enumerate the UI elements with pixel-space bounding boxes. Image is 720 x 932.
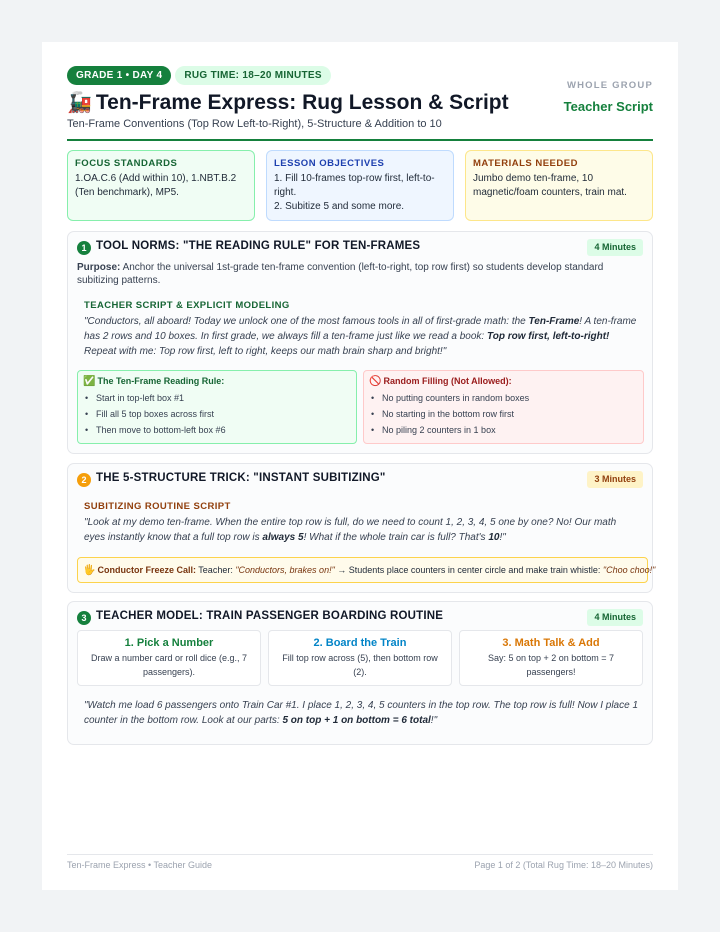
list-item: • Fill all 5 top boxes across first bbox=[96, 409, 214, 419]
hand-icon: 🖐 bbox=[83, 565, 96, 576]
list-item: • Start in top-left box #1 bbox=[96, 393, 184, 403]
train-icon: 🚂 bbox=[67, 92, 92, 114]
step-card bbox=[268, 630, 452, 686]
step-desc: Say: 5 on top + 2 on bottom = 7 passengers! bbox=[487, 653, 615, 677]
routine-steps bbox=[77, 630, 643, 686]
page bbox=[42, 42, 678, 890]
list-item: • No starting in the bottom row first bbox=[382, 409, 514, 419]
overview-boxes bbox=[67, 150, 653, 221]
purpose-text: Purpose: Anchor the universal 1st-grade ten-frame convention (left-to-right, top row first) so students develop standard subitizing patterns. bbox=[77, 262, 604, 286]
section-five-structure bbox=[67, 463, 656, 593]
list-item: • No piling 2 counters in 1 box bbox=[382, 425, 496, 435]
grade-day-badge: GRADE 1 • DAY 4 bbox=[67, 66, 171, 85]
header bbox=[67, 66, 653, 221]
standards-text: 1.OA.C.6 (Add within 10), 1.NBT.B.2 (Ten benchmark), MP5. bbox=[75, 173, 237, 198]
script-heading: SUBITIZING ROUTINE SCRIPT bbox=[84, 501, 231, 512]
step-card bbox=[77, 630, 261, 686]
section-number: 3 bbox=[77, 611, 91, 625]
step-card bbox=[459, 630, 643, 686]
section-title: TEACHER MODEL: TRAIN PASSENGER BOARDING ROUTINE bbox=[96, 610, 444, 622]
footer-page-info: Page 1 of 2 (Total Rug Time: 18–20 Minutes) bbox=[474, 860, 653, 870]
objective-1: 1. Fill 10-frames top-row first, left-to-right. bbox=[274, 173, 435, 198]
random-filling-heading: 🚫 Random Filling (Not Allowed): bbox=[369, 376, 512, 387]
footer-left: Ten-Frame Express • Teacher Guide bbox=[67, 860, 213, 870]
footer bbox=[67, 854, 653, 870]
prohibited-icon: 🚫 bbox=[369, 376, 382, 387]
objective-2: 2. Subitize 5 and some more. bbox=[274, 201, 405, 212]
standards-box bbox=[67, 150, 255, 221]
objectives-heading: LESSON OBJECTIVES bbox=[274, 158, 385, 169]
section-number: 2 bbox=[77, 473, 91, 487]
page-subtitle: Ten-Frame Conventions (Top Row Left-to-Right), 5-Structure & Addition to 10 bbox=[67, 118, 442, 130]
step-title: 1. Pick a Number bbox=[124, 637, 214, 649]
reading-rule-heading: ✅ The Ten-Frame Reading Rule: bbox=[83, 376, 225, 387]
random-filling-box bbox=[363, 370, 644, 444]
check-icon: ✅ bbox=[83, 376, 96, 387]
materials-heading: MATERIALS NEEDED bbox=[473, 158, 578, 169]
materials-text: Jumbo demo ten-frame, 10 magnetic/foam counters, train mat. bbox=[473, 173, 627, 198]
section-title: THE 5-STRUCTURE TRICK: "INSTANT SUBITIZING" bbox=[96, 472, 386, 484]
script-label: Teacher Script bbox=[563, 99, 653, 114]
rug-time-badge: RUG TIME: 18–20 MINUTES bbox=[175, 66, 330, 85]
duration-badge: 4 Minutes bbox=[587, 609, 643, 626]
script-heading: TEACHER SCRIPT & EXPLICIT MODELING bbox=[84, 300, 290, 311]
section-teacher-model bbox=[67, 601, 653, 745]
script-text: "Watch me load 6 passengers onto Train Car #1. I place 1, 2, 3, 4, 5 counters in the top row. The top row is full! Now I place 1 counter in the bottom row. Look at our parts: 5 on top + 1 on bottom = 6 total!" bbox=[84, 700, 639, 726]
list-item: • No putting counters in random boxes bbox=[382, 393, 529, 403]
header-divider bbox=[67, 139, 653, 141]
group-label: WHOLE GROUP bbox=[566, 80, 653, 91]
step-desc: Fill top row across (5), then bottom row (2). bbox=[282, 653, 438, 677]
list-item: • Then move to bottom-left box #6 bbox=[96, 425, 226, 435]
section-tool-norms bbox=[67, 231, 653, 454]
page-title: 🚂 Ten-Frame Express: Rug Lesson & Script bbox=[67, 91, 509, 114]
script-text: "Look at my demo ten-frame. When the entire top row is full, do we need to count 1, 2, 3, 4, 5 one by one? No! Our math eyes instantly know that a full top row is always 5! What if the whole train car is full? That's 10!" bbox=[84, 517, 617, 543]
objectives-box bbox=[266, 150, 454, 221]
audience-block bbox=[564, 80, 653, 114]
step-title: 2. Board the Train bbox=[313, 637, 407, 649]
duration-badge: 3 Minutes bbox=[587, 471, 643, 488]
materials-box bbox=[465, 150, 653, 221]
standards-heading: FOCUS STANDARDS bbox=[75, 158, 178, 169]
step-desc: Draw a number card or roll dice (e.g., 7 passengers). bbox=[90, 653, 248, 677]
conductor-freeze-call: 🖐 Conductor Freeze Call: Teacher: "Conductors, brakes on!" → Students place counters in center circle and make train whistle: "Choo choo!" bbox=[77, 557, 648, 583]
section-title: TOOL NORMS: "THE READING RULE" FOR TEN-FRAMES bbox=[96, 240, 421, 252]
step-title: 3. Math Talk & Add bbox=[502, 637, 600, 649]
script-text: "Conductors, all aboard! Today we unlock one of the most famous tools in all of first-grade math: the Ten-Frame! A ten-frame has 2 rows and 10 boxes. In first grade, we always fill a ten-frame just like we read a book: Top row first, left-to-right! Repeat with me: Top row first, left to right, keeps our math brain sharp and bright!" bbox=[84, 316, 637, 357]
reading-rule-box bbox=[77, 370, 357, 444]
section-number: 1 bbox=[77, 241, 91, 255]
duration-badge: 4 Minutes bbox=[587, 239, 643, 256]
